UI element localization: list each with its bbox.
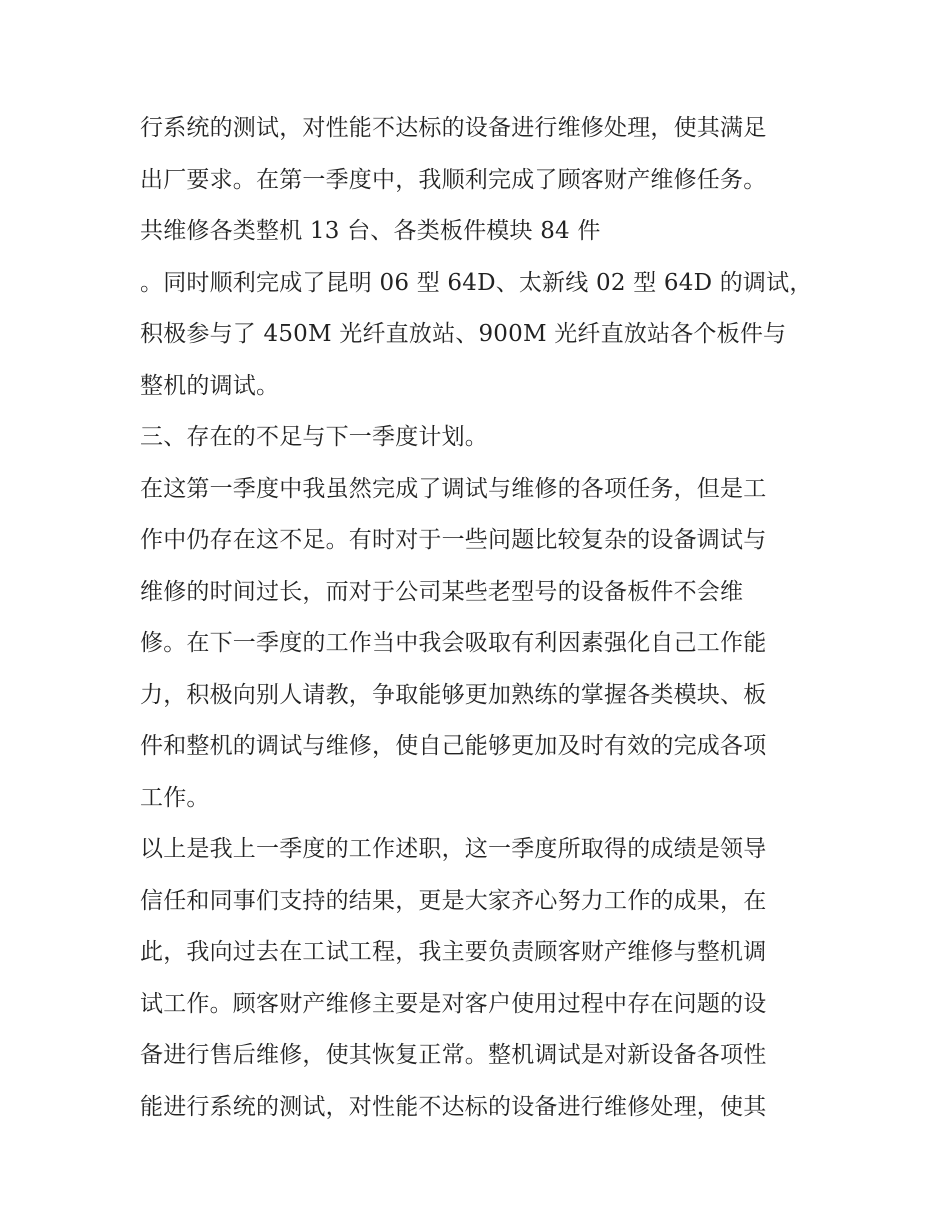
text-line-2: 出厂要求。在第一季度中，我顺利完成了顾客财产维修任务。 (140, 166, 767, 193)
text-line-8: 在这第一季度中我虽然完成了调试与维修的各项任务，但是工 (140, 475, 767, 502)
text-line-1: 行系统的测试，对性能不达标的设备进行维修处理，使其满足 (140, 115, 767, 141)
text-line-11: 修。在下一季度的工作当中我会吸取有利因素强化自己工作能 (140, 630, 767, 656)
text-line-16: 信任和同事们支持的结果，更是大家齐心努力工作的成果，在 (140, 887, 767, 914)
section-heading: 三、存在的不足与下一季度计划。 (140, 424, 488, 450)
text-line-18: 试工作。顾客财产维修主要是对客户使用过程中存在问题的设 (140, 990, 767, 1017)
text-line-13: 件和整机的调试与维修，使自己能够更加及时有效的完成各项 (140, 733, 767, 759)
text-line-10: 维修的时间过长，而对于公司某些老型号的设备板件不会维 (140, 578, 744, 605)
text-line-3: 共维修各类整机 13 台、各类板件模块 84 件 (140, 218, 601, 244)
text-line-14: 工作。 (140, 784, 210, 811)
text-line-12: 力，积极向别人请教，争取能够更加熟练的掌握各类模块、板 (140, 681, 767, 708)
text-line-20: 能进行系统的测试，对性能不达标的设备进行维修处理，使其 (140, 1093, 767, 1120)
text-line-4: 。同时顺利完成了昆明 06 型 64D、太新线 02 型 64D 的调试， (140, 269, 813, 296)
text-line-9: 作中仍存在这不足。有时对于一些问题比较复杂的设备调试与 (140, 527, 767, 553)
body-text (140, 103, 820, 1133)
text-line-5: 积极参与了 450M 光纤直放站、900M 光纤直放站各个板件与 (140, 321, 787, 347)
text-line-17: 此，我向过去在工试工程，我主要负责顾客财产维修与整机调 (140, 939, 767, 965)
text-line-15: 以上是我上一季度的工作述职，这一季度所取得的成绩是领导 (140, 836, 767, 862)
text-line-6: 整机的调试。 (140, 372, 280, 399)
text-line-19: 备进行售后维修，使其恢复正常。整机调试是对新设备各项性 (140, 1042, 767, 1068)
